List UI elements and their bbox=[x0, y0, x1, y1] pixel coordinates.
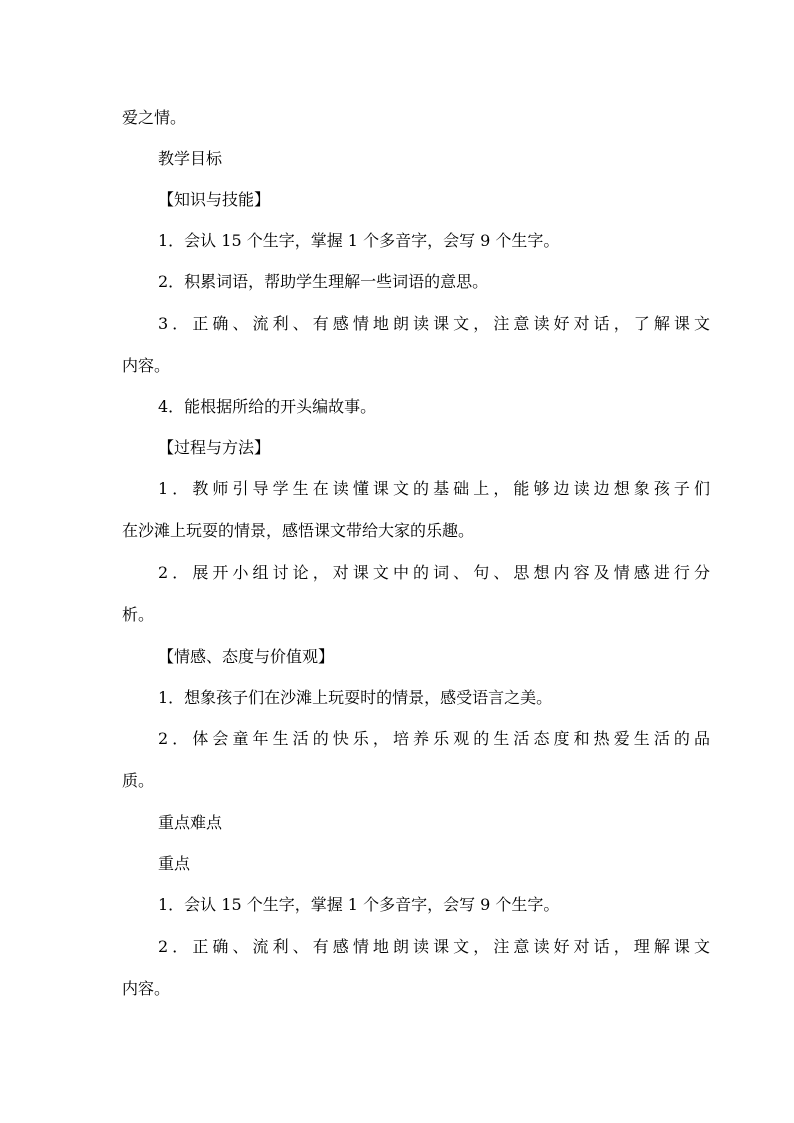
list-item-emotion-1: 1．想象孩子们在沙滩上玩耍时的情景，感受语言之美。 bbox=[158, 688, 553, 707]
list-item-process-1-continuation: 在沙滩上玩耍的情景，感悟课文带给大家的乐趣。 bbox=[122, 521, 475, 540]
list-item-knowledge-3-continuation: 内容。 bbox=[122, 356, 171, 375]
section-heading-key-difficult-points: 重点难点 bbox=[158, 813, 223, 832]
list-item-emotion-2-continuation: 质。 bbox=[122, 771, 155, 790]
list-item-key-2: 2．正确、流利、有感情地朗读课文，注意读好对话，理解课文 bbox=[158, 937, 710, 956]
list-item-emotion-2: 2．体会童年生活的快乐，培养乐观的生活态度和热爱生活的品 bbox=[158, 729, 710, 748]
list-item-process-1: 1．教师引导学生在读懂课文的基础上，能够边读边想象孩子们 bbox=[158, 479, 710, 498]
section-heading-teaching-goals: 教学目标 bbox=[158, 149, 223, 168]
list-item-key-1: 1．会认 15 个生字，掌握 1 个多音字，会写 9 个生字。 bbox=[158, 895, 560, 914]
list-item-key-2-continuation: 内容。 bbox=[122, 979, 171, 998]
text-line-continuation: 爱之情。 bbox=[122, 108, 187, 127]
subheading-key-points: 重点 bbox=[158, 854, 191, 873]
subheading-emotion-values: 【情感、态度与价值观】 bbox=[158, 647, 335, 666]
subheading-process-methods: 【过程与方法】 bbox=[158, 438, 271, 457]
list-item-knowledge-3: 3．正确、流利、有感情地朗读课文，注意读好对话，了解课文 bbox=[158, 314, 710, 333]
subheading-knowledge-skills: 【知识与技能】 bbox=[158, 190, 271, 209]
list-item-knowledge-2: 2．积累词语，帮助学生理解一些词语的意思。 bbox=[158, 272, 489, 291]
list-item-knowledge-1: 1．会认 15 个生字，掌握 1 个多音字，会写 9 个生字。 bbox=[158, 231, 560, 250]
list-item-process-2-continuation: 析。 bbox=[122, 605, 155, 624]
list-item-knowledge-4: 4．能根据所给的开头编故事。 bbox=[158, 397, 377, 416]
list-item-process-2: 2．展开小组讨论，对课文中的词、句、思想内容及情感进行分 bbox=[158, 563, 710, 582]
